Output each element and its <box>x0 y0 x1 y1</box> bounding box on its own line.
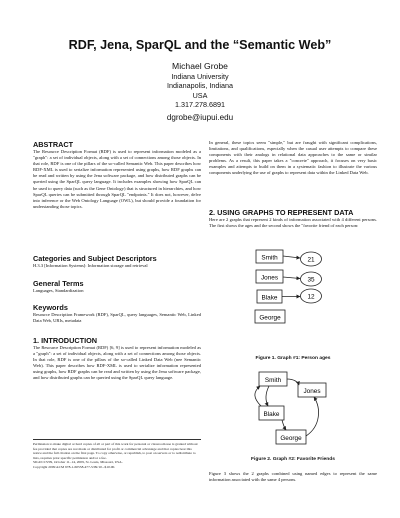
author-block <box>0 61 400 122</box>
author-city: Indianapolis, Indiana <box>167 81 233 91</box>
author-affiliation: Indiana University <box>171 72 229 81</box>
introduction-text: The Resource Description Format (RDF) [6, 9] is used to represent information modeled as a "graph": a set of individual objects, along with a set of connections among those objects. In that role, RDF is one of the pillars of the so-called Linked Data Web (nee Semantic Web). This paper describes how RDF-XML is used to serialize information represented using graphs, how RDF graphs can be read and written by using the Jena software package, and how distributed graphs can be queried using the SparQL query language. <box>33 345 201 381</box>
closing-text: Figure 3 shows the 2 graphs combined using named edges to represent the same information associated with the same 4 persons. <box>209 471 377 483</box>
terms-section <box>33 279 201 294</box>
edge-blake-smith <box>255 386 261 406</box>
node-blake-label: Blake <box>261 294 278 302</box>
friend-node-blake-label: Blake <box>263 411 280 418</box>
edge-jones-age <box>283 277 300 279</box>
terms-heading: General Terms <box>33 279 84 288</box>
copyright-line: Copyright 2009 ACM 978-1-60558-477-5/09/10...$10.00. <box>33 464 116 469</box>
author-country: USA <box>192 90 208 100</box>
node-smith-label: Smith <box>261 254 278 262</box>
closing-paragraph <box>209 471 377 483</box>
venue-text: SIGUCCS'09, October 11–14, 2009, St. Louis, Missouri, USA. <box>33 460 123 465</box>
keywords-section <box>33 303 201 324</box>
intro-continued-text: In general, these topics seem "simple," but are fraught with significant complications, limitations, and qualifications, especially when the casual user attempts to compare these components with their analogs in relational data approaches to the same or similar problems. As a result, this paper takes a "concrete" approach, it focuses on very basic examples and attempts to build on them in a systematic fashion to illustrate the various components underlying the use of graphs to represent data within the Linked Data Web. <box>209 140 377 176</box>
section-2 <box>209 208 377 229</box>
figure-1-diagram <box>209 244 377 356</box>
author-phone: 1.317.278.6891 <box>175 100 225 110</box>
categories-heading: Categories and Subject Descriptors <box>33 254 157 263</box>
terms-text: Languages, Standardization <box>33 288 84 293</box>
section-2-text: Here are 2 graphs that represent 2 kinds of information associated with 4 different persons. The first shows the ages and the second shows the "favorite friend of each person: <box>209 217 377 229</box>
author-email: dgrobe@iupui.edu <box>166 112 234 122</box>
figure-1 <box>209 244 377 364</box>
friend-node-jones-label: Jones <box>303 388 321 395</box>
node-jones-label: Jones <box>260 274 279 282</box>
figure-2 <box>209 366 377 466</box>
introduction-section <box>33 336 201 382</box>
edge-george-jones <box>306 397 319 436</box>
section-2-heading: 2. USING GRAPHS TO REPRESENT DATA <box>209 208 354 217</box>
friend-node-smith-label: Smith <box>264 377 282 384</box>
categories-section <box>33 254 201 269</box>
keywords-text: Resource Description Framework (RDF), SparQL, query languages, Semantic Web, Linked Data Web, URIs, metadata <box>33 312 201 324</box>
edge-smith-jones <box>287 379 299 385</box>
figure-2-caption: Figure 2. Graph #2: Favorite Friends <box>251 457 335 462</box>
abstract-heading: ABSTRACT <box>33 140 74 149</box>
abstract-text: The Resource Description Format (RDF) is used to represent information modeled as a "graph": a set of individual objects, along with a set of connections among those objects. In that role, RDF is one of the pillars of the so-called Semantic Web. This paper describes how RDF-XML is used to serialize information represented using graphs, how RDF graphs can be read and written by using the Jena software package, and how distributed graphs can be queried using the SparQL query language. It includes examples showing how SparQL can be used to query data (such as the Gene Ontology) that is structured in hierarchies, and how SparQL queries can be submitted through SparQL "endpoints." It does not, however, delve into inference or the Web Ontology Language (OWL), but should provide a foundation for understanding those topics. <box>33 149 201 209</box>
age-node-35-label: 35 <box>307 276 315 284</box>
age-node-21-label: 21 <box>307 256 315 264</box>
author-name: Michael Grobe <box>172 61 228 71</box>
edge-smith-age <box>283 256 300 258</box>
edge-smith-blake <box>266 386 269 406</box>
copyright-notice <box>33 439 201 469</box>
figure-2-diagram <box>209 366 377 456</box>
intro-continued <box>209 140 377 177</box>
permission-text: Permission to make digital or hard copies of all or part of this work for personal or classroom use is granted without fee provided that copies are not made or distributed for profit or commercial advantage and that copies bear this notice and the full citation on the first page. To copy otherwise, or republish, to post on servers or to redistribute to lists, requires prior specific permission and/or a fee. <box>33 442 198 460</box>
introduction-heading: 1. INTRODUCTION <box>33 336 98 345</box>
figure-1-caption: Figure 1. Graph #1: Person ages <box>255 356 331 361</box>
keywords-heading: Keywords <box>33 303 68 312</box>
friend-node-george-label: George <box>280 435 302 442</box>
categories-text: H.3.3 [Information Systems]: Information storage and retrieval <box>33 263 148 268</box>
abstract-section <box>33 140 201 210</box>
paper-title: RDF, Jena, SparQL and the “Semantic Web” <box>68 38 332 52</box>
age-node-12-label: 12 <box>307 293 315 301</box>
node-george-label: George <box>259 314 281 322</box>
edge-blake-george <box>282 420 286 430</box>
